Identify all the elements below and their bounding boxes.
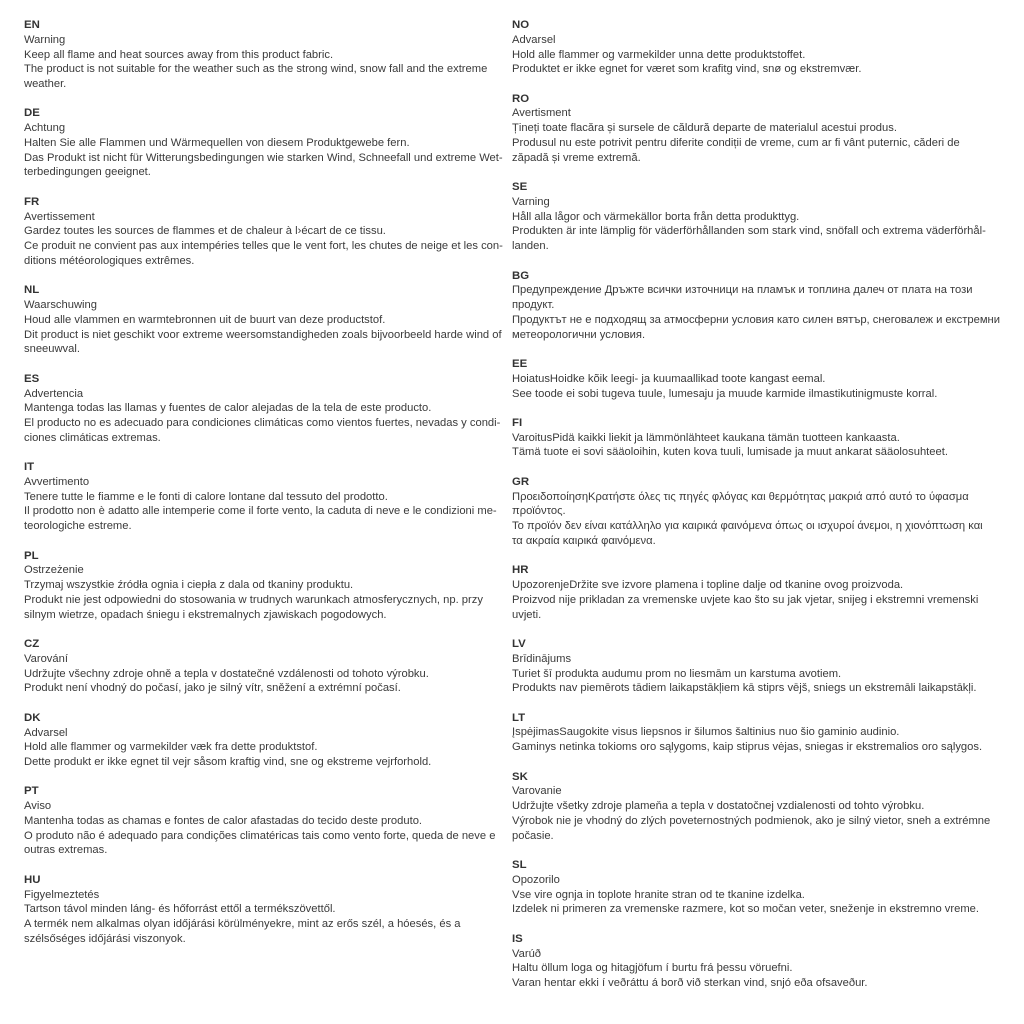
language-code-heading: PT (24, 785, 39, 798)
language-code-heading: LV (512, 638, 526, 650)
warning-text-line: Produkt není vhodný do počasí, jako je silný vítr, sněžení a extrémní počasí. (24, 682, 401, 695)
warning-text-line: Opozorilo (512, 873, 560, 886)
warning-text-line: See toode ei sobi tugeva tuule, lumesaju ja muude karmide ilmastikutinigmuste korral. (512, 387, 938, 400)
warning-text-line: Produktet er ikke egnet for været som krafitg vind, snø og ekstremvær. (512, 63, 862, 76)
warning-text-line: Avertisment (512, 107, 571, 120)
warning-text-line: Dit product is niet geschikt voor extreme weersomstandigheden zoals bijvoorbeeld harde wind of (24, 328, 502, 341)
language-code-heading: BG (512, 269, 530, 282)
warning-text-line: El producto no es adecuado para condiciones climáticas como vientos fuertes, nevadas y condi- (24, 417, 501, 429)
warning-text-line: Haltu öllum loga og hitagjöfum í burtu frá þessu vöruefni. (512, 962, 793, 975)
warning-text-line: Varan hentar ekki í veðráttu á borð við sterkan vind, snjó eða ofsaveður. (512, 977, 868, 989)
warning-text-line: Hold alle flammer og varmekilder unna dette produktstoffet. (512, 48, 806, 61)
language-code-heading: IS (512, 932, 523, 945)
language-section-sl (512, 858, 1022, 917)
warning-text-line: Il prodotto non è adatto alle intemperie come il forte vento, la caduta di neve e le condizioni me- (24, 505, 497, 518)
warning-text-line: Tämä tuote ei sovi sääoloihin, kuten kova tuuli, lumisade ja muut ankarat sääolosuhteet. (512, 446, 948, 459)
warning-text-line: Aviso (24, 800, 52, 813)
language-section-hr (512, 563, 1022, 622)
language-code-heading: DK (24, 711, 41, 724)
warning-text-line: Mantenga todas las llamas y fuentes de calor alejadas de la tela de este producto. (24, 402, 432, 415)
language-code-heading: DE (24, 107, 40, 120)
warning-text-line: Proizvod nije prikladan za vremenske uvjete kao što su jak vjetar, snijeg i ekstremni vremenski (512, 593, 979, 606)
language-code-heading: HU (24, 873, 41, 886)
right-column (512, 18, 1022, 1005)
warning-text-line: terbedingungen geeignet. (24, 166, 151, 179)
language-section-ro (512, 92, 1022, 166)
warning-text-line: Advarsel (24, 726, 68, 739)
warning-text-line: Produkten är inte lämplig för väderförhållanden som stark vind, snöfall och extrema väderförhål- (512, 225, 986, 238)
language-code-heading: EE (512, 358, 528, 370)
warning-text-line: Výrobok nie je vhodný do zlých poveternostných podmienok, ako je silný vietor, sneh a extrémne (512, 814, 991, 827)
language-code-heading: SL (512, 859, 527, 872)
warning-text-line: sneeuwval. (24, 343, 80, 356)
warning-text-line: Houd alle vlammen en warmtebronnen uit de buurt van deze productstof. (24, 313, 386, 326)
language-section-en (24, 18, 510, 92)
warning-text-line: počasie. (512, 829, 554, 842)
warning-text-line: Продуктът не е подходящ за атмосферни условия като силен вятър, снеговалеж и екстремни (512, 313, 1000, 326)
language-code-heading: NL (24, 284, 40, 297)
language-section-se (512, 180, 1022, 254)
language-section-nl (24, 283, 510, 357)
warning-text-line: uvjeti. (512, 608, 542, 621)
warning-text-line: Țineți toate flacăra și sursele de căldură departe de materialul acestui produs. (512, 122, 897, 135)
language-section-lt (512, 711, 1022, 755)
warning-text-line: landen. (512, 240, 549, 253)
warning-text-line: Gardez toutes les sources de flammes et de chaleur à l›écart de ce tissu. (24, 225, 386, 238)
warning-text-line: Figyelmeztetés (24, 888, 100, 901)
warning-text-line: zăpadă și vreme extremă. (512, 151, 641, 164)
warning-text-line: Vse vire ognja in toplote hranite stran od te tkanine izdelka. (512, 888, 805, 901)
warning-text-line: szélsőséges időjárási viszonyok. (24, 932, 186, 945)
language-section-cz (24, 637, 510, 696)
language-section-de (24, 106, 510, 180)
language-section-no (512, 18, 1022, 77)
warning-text-line: Dette produkt er ikke egnet til vejr såsom kraftig vind, sne og ekstreme vejrforhold. (24, 756, 432, 768)
language-section-bg (512, 269, 1022, 343)
language-code-heading: RO (512, 92, 530, 105)
warning-text-line: Keep all flame and heat sources away from this product fabric. (24, 48, 334, 61)
warning-text-line: Das Produkt ist nicht für Witterungsbedingungen wie starken Wind, Schneefall und extreme Wet- (24, 151, 503, 164)
warning-text-line: Produsul nu este potrivit pentru diferite condiții de vreme, cum ar fi vânt puternic, căderi de (512, 136, 960, 149)
warning-text-line: Avvertimento (24, 475, 90, 488)
warning-text-line: Produkt nie jest odpowiedni do stosowania w trudnych warunkach atmosferycznych, np. przy (24, 593, 483, 606)
warning-text-line: Avertissement (24, 210, 95, 223)
warning-text-line: Varování (24, 652, 68, 665)
warning-text-line: ciones climáticas extremas. (24, 431, 161, 444)
language-code-heading: HR (512, 564, 529, 577)
warning-text-line: Hold alle flammer og varmekilder væk fra dette produktstof. (24, 741, 318, 754)
warning-text-line: silnym wietrze, opadach śniegu i ekstremalnych zjawiskach pogodowych. (24, 608, 387, 621)
warning-text-line: Varúð (512, 947, 542, 960)
language-section-it (24, 460, 510, 534)
left-column (24, 18, 510, 961)
language-section-lv (512, 637, 1022, 696)
language-code-heading: SK (512, 770, 528, 783)
warning-text-line: Brīdinājums (512, 652, 572, 665)
warning-text-line: Advarsel (512, 33, 556, 46)
language-section-dk (24, 711, 510, 770)
language-section-fi (512, 416, 1022, 460)
warning-text-line: Waarschuwing (24, 299, 97, 312)
warning-text-line: Ce produit ne convient pas aux intempéries telles que le vent fort, les chutes de neige et les con- (24, 240, 503, 253)
warning-text-line: Ostrzeżenie (24, 564, 84, 577)
warning-text-line: Предупреждение Дръжте всички източници на пламък и топлина далеч от плата на този (512, 284, 973, 297)
warning-text-line: Warning (24, 33, 66, 46)
warning-text-line: Το προϊόν δεν είναι κατάλληλο για καιρικά φαινόμενα όπως οι ισχυροί άνεμοι, η χιονόπτωση και (512, 520, 983, 533)
warning-text-line: τα ακραία καιρικά φαινόμενα. (512, 534, 656, 547)
warning-text-line: Varning (512, 195, 550, 208)
warning-text-line: Udržujte všechny zdroje ohně a tepla v dostatečné vzdálenosti od tohoto výrobku. (24, 667, 429, 680)
warning-text-line: продукт. (512, 299, 555, 312)
language-code-heading: FR (24, 195, 40, 208)
warning-text-line: Produkts nav piemērots tādiem laikapstākļiem kā stiprs vējš, sniegs un ekstremāli laikapstākļi. (512, 682, 977, 695)
warning-text-line: O produto não é adequado para condições climatéricas tais como vento forte, queda de neve e (24, 829, 496, 842)
warning-text-line: Gaminys netinka tokioms oro sąlygoms, kaip stiprus vėjas, sniegas ir ekstremalios oro sąlygos. (512, 741, 983, 754)
warning-text-line: ΠροειδοποίησηΚρατήστε όλες τις πηγές φλόγας και θερμότητας μακριά από αυτό το ύφασμα (512, 490, 969, 503)
warning-text-line: Tartson távol minden láng- és hőforrást ettől a termékszövettől. (24, 903, 336, 916)
warning-text-line: Varovanie (512, 785, 562, 798)
language-section-fr (24, 195, 510, 269)
warning-text-line: teorologiche estreme. (24, 520, 132, 533)
language-section-pl (24, 549, 510, 623)
language-code-heading: PL (24, 549, 39, 562)
warning-text-line: Achtung (24, 122, 66, 135)
warning-text-line: Turiet šī produkta audumu prom no liesmām un karstuma avotiem. (512, 667, 842, 680)
language-section-sk (512, 770, 1022, 844)
language-section-ee (512, 357, 1022, 401)
warning-text-line: Advertencia (24, 387, 84, 400)
language-section-hu (24, 873, 510, 947)
warning-text-line: ditions météorologiques extrêmes. (24, 254, 195, 267)
warning-text-line: VaroitusPidä kaikki liekit ja lämmönlähteet kaukana tämän tuotteen kankaasta. (512, 431, 900, 444)
language-section-pt (24, 784, 510, 858)
warning-text-line: Udržujte všetky zdroje plameňa a tepla v dostatočnej vzdialenosti od tohto výrobku. (512, 800, 925, 813)
language-section-gr (512, 475, 1022, 549)
warning-text-line: A termék nem alkalmas olyan időjárási körülményekre, mint az erős szél, a hóesés, és a (24, 918, 461, 931)
language-code-heading: NO (512, 19, 530, 31)
language-code-heading: IT (24, 461, 35, 474)
language-code-heading: ES (24, 372, 40, 385)
warning-text-line: Halten Sie alle Flammen und Wärmequellen von diesem Produktgewebe fern. (24, 136, 410, 149)
warning-text-line: метеорологични условия. (512, 328, 646, 341)
language-code-heading: GR (512, 475, 530, 488)
language-code-heading: FI (512, 416, 523, 429)
warning-text-line: HoiatusHoidke kõik leegi- ja kuumaallikad toote kangast eemal. (512, 372, 826, 385)
warning-text-line: προϊόντος. (512, 505, 566, 518)
warning-text-line: The product is not suitable for the weather such as the strong wind, snow fall and the extreme (24, 63, 488, 76)
language-section-is (512, 932, 1022, 991)
warning-text-line: Trzymaj wszystkie źródła ognia i ciepła z dala od tkaniny produktu. (24, 579, 354, 592)
warning-text-line: Izdelek ni primeren za vremenske razmere, kot so močan veter, sneženje in ekstremno vreme. (512, 903, 979, 916)
warning-text-line: outras extremas. (24, 844, 108, 857)
language-code-heading: SE (512, 181, 528, 194)
language-code-heading: CZ (24, 638, 40, 651)
warning-text-line: Håll alla lågor och värmekällor borta från detta produkttyg. (512, 210, 800, 223)
language-code-heading: EN (24, 19, 40, 31)
warning-text-line: ĮspėjimasSaugokite visus liepsnos ir šilumos šaltinius nuo šio gaminio audinio. (512, 726, 900, 739)
warning-text-line: UpozorenjeDržite sve izvore plamena i topline dalje od tkanine ovog proizvoda. (512, 579, 904, 592)
language-code-heading: LT (512, 711, 526, 724)
warning-text-line: weather. (24, 78, 67, 90)
warning-text-line: Tenere tutte le fiamme e le fonti di calore lontane dal tessuto del prodotto. (24, 490, 388, 503)
warning-text-line: Mantenha todas as chamas e fontes de calor afastadas do tecido deste produto. (24, 814, 423, 827)
language-section-es (24, 372, 510, 446)
